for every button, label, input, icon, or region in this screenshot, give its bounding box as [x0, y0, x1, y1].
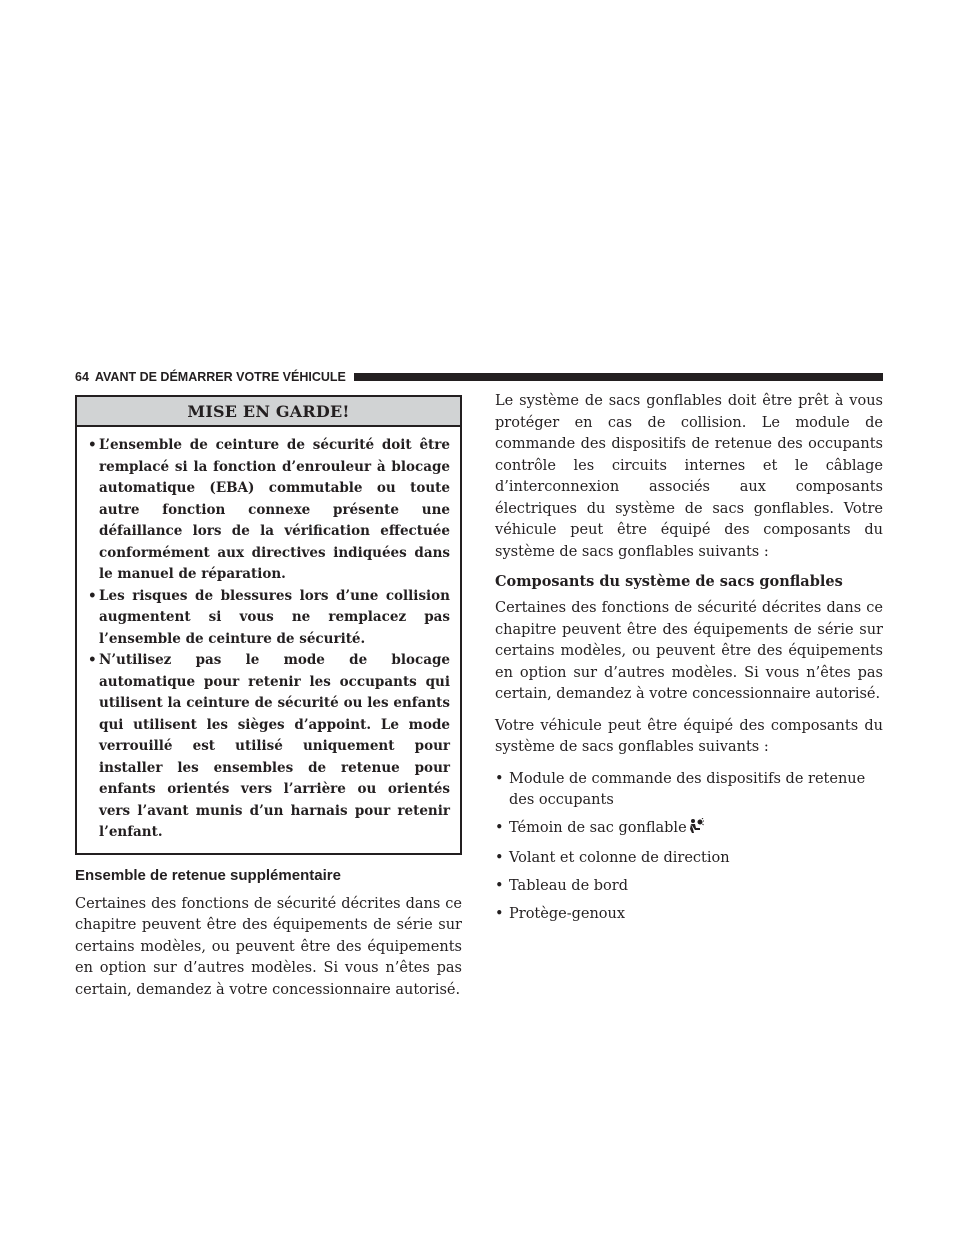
list-item: • Tableau de bord [495, 876, 883, 898]
airbag-components-heading: Composants du système de sacs gonflables [495, 573, 843, 590]
airbag-components-intro: Votre véhicule peut être équipé des composants du système de sacs gonflables suivants : [495, 717, 883, 755]
airbag-intro-paragraph: Le système de sacs gonflables doit être prêt à vous protéger en cas de collision. Le module de commande des dispositifs de retenue des occupants contrôle les circuits internes et le câblage d’interconnexion associés aux composants électriques du système de sacs gonflables. Votre véhicule peut être équipé des composants du système de sacs gonflables suivants : [495, 393, 883, 560]
warning-box [75, 395, 462, 855]
warning-item: • L’ensemble de ceinture de sécurité doit être remplacé si la fonction d’enrouleur à blocage automatique (EBA) commutable ou toute autre fonction connexe présente une défaillance lors de la vérification effectuée conformément aux directives indiquées dans le manuel de réparation. [89, 435, 450, 586]
header-rule [354, 373, 883, 381]
list-item: • Témoin de sac gonflable [495, 818, 883, 842]
left-column [75, 395, 462, 1011]
page-number: 64 [75, 370, 89, 384]
list-item: • Module de commande des dispositifs de retenue des occupants [495, 769, 883, 812]
list-item: • Protège-genoux [495, 904, 883, 926]
warning-item: • Les risques de blessures lors d’une collision augmentent si vous ne remplacez pas l’ensemble de ceinture de sécurité. [89, 586, 450, 651]
page-header [75, 369, 883, 385]
airbag-components-paragraph: Certaines des fonctions de sécurité décrites dans ce chapitre peuvent être des équipements de série sur certains modèles, ou peuvent être des équipements en option sur d’autres modèles. Si vous n’êtes pas certain, demandez à votre concessionnaire autorisé. [495, 600, 883, 702]
airbag-warning-icon [688, 818, 704, 842]
warning-title: MISE EN GARDE! [77, 397, 460, 427]
right-column [495, 391, 883, 932]
section-title: AVANT DE DÉMARRER VOTRE VÉHICULE [94, 370, 346, 384]
supplemental-restraint-heading: Ensemble de retenue supplémentaire [75, 866, 341, 884]
warning-list [77, 427, 460, 853]
airbag-components-list [495, 769, 883, 926]
warning-item: • N’utilisez pas le mode de blocage automatique pour retenir les occupants qui utilisent la ceinture de sécurité ou les enfants qui utilisent les sièges d’appoint. Le mode verrouillé est utilisé uniquement pour installer les ensembles de retenue pour enfants orientés vers l’arrière ou orientés vers l’avant munis d’un harnais pour retenir l’enfant. [89, 650, 450, 844]
list-item: • Volant et colonne de direction [495, 848, 883, 870]
supplemental-restraint-paragraph: Certaines des fonctions de sécurité décrites dans ce chapitre peuvent être des équipements de série sur certains modèles, ou peuvent être des équipements en option sur d’autres modèles. Si vous n’êtes pas certain, demandez à votre concessionnaire autorisé. [75, 895, 462, 998]
